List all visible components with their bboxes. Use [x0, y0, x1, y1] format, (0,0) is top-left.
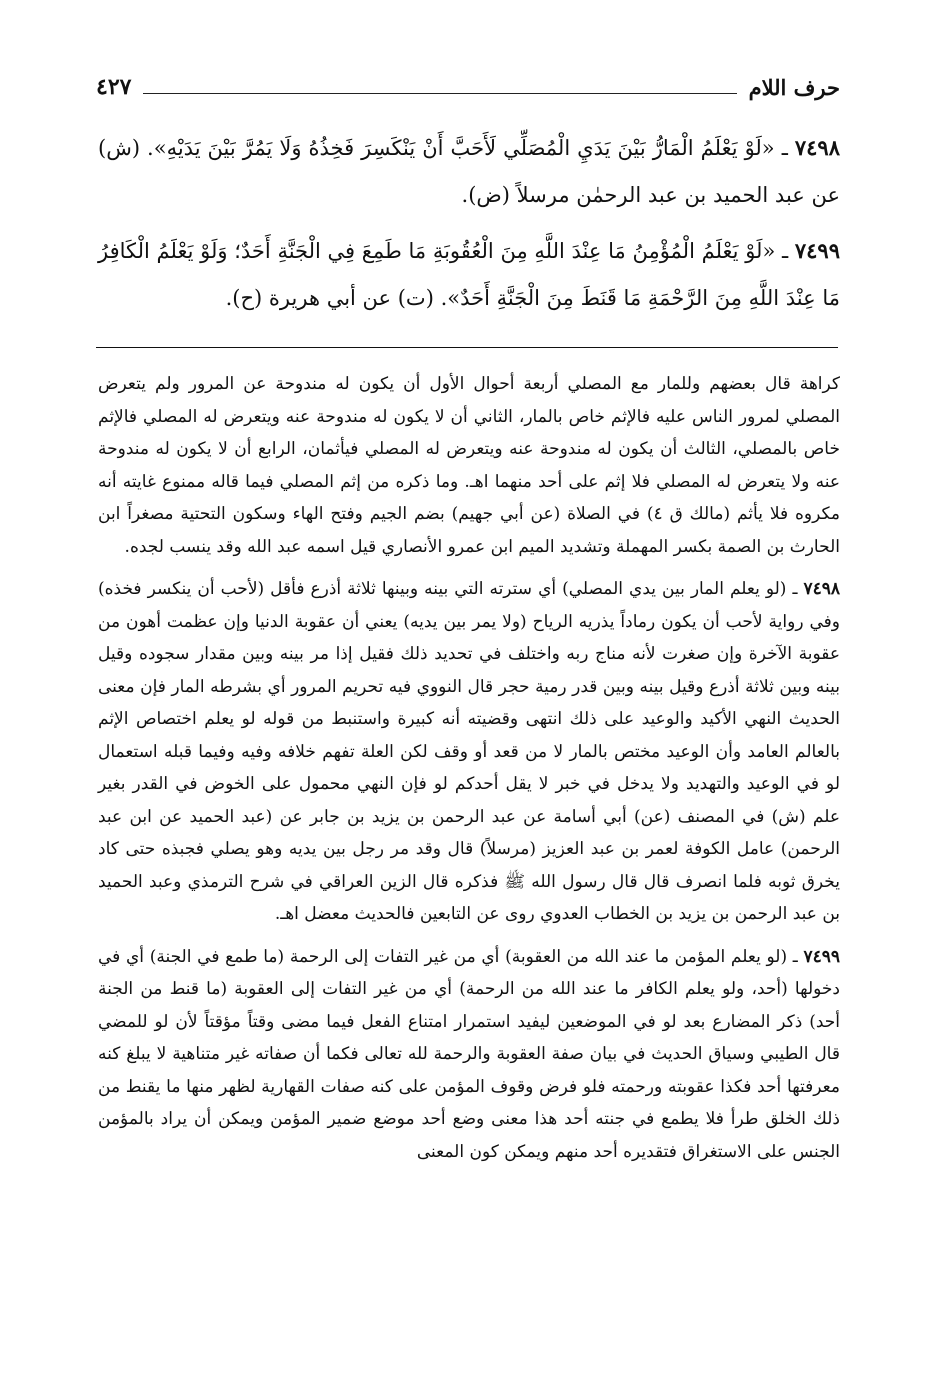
- hadith-7498: ٧٤٩٨ ـ «لَوْ يَعْلَمُ الْمَارُّ بَيْنَ يَدَيِ الْمُصَلِّي لَأَحَبَّ أَنْ يَنْكَسِرَ فَخِذُهُ وَلَا يَمُرَّ بَيْنَ يَدَيْهِ». (ش) عن عبد الحميد بن عبد الرحمٰن مرسلاً (ض).: [98, 135, 840, 207]
- commentary-block: [98, 368, 840, 1178]
- commentary-number: ٧٤٩٩: [803, 946, 840, 967]
- commentary-entry-7499: ٧٤٩٩ ـ (لو يعلم المؤمن ما عند الله من العقوبة) أي من غير التفات إلى الرحمة (ما طمع في الجنة) أي في دخولها (أحد، ولو يعلم الكافر ما عند الله من الرحمة) أي من غير التفات إلى العقوبة (ما قنط من الجنة أحد) ذكر المضارع بعد لو في الموضعين ليفيد استمرار امتناع الفعل فيما مضى وقتاً مؤقتاً لأن لو للمضي قال الطيبي وسياق الحديث في بيان صفة العقوبة والرحمة لله تعالى فكما أن صفاته غير متناهية لا يبلغ كنه معرفتها أحد فكذا عقوبته ورحمته فلو فرض وقوف المؤمن على كنه صفات القهارية لظهر منها ما يقنط من ذلك الخلق طرأ فلا يطمع في جنته أحد هذا معنى وضع أحد موضع ضمير المؤمن ويمكن أن يراد بالمؤمن الجنس على الاستغراق فتقديره أحد منهم ويمكن كون المعنى: [98, 946, 840, 1162]
- hadith-text: «لَوْ يَعْلَمُ الْمُؤْمِنُ مَا عِنْدَ اللَّهِ مِنَ الْعُقُوبَةِ مَا طَمِعَ فِي الْجَنَّةِ أَحَدٌ؛ وَلَوْ يَعْلَمُ الْكَافِرُ مَا عِنْدَ اللَّهِ مِنَ الرَّحْمَةِ مَا قَنَطَ مِنَ الْجَنَّةِ أَحَدٌ». (ت) عن أبي هريرة (ح).: [98, 239, 840, 310]
- page-header: [96, 70, 840, 104]
- commentary-number: ٧٤٩٨: [803, 579, 840, 599]
- footnote-divider: [96, 347, 838, 348]
- chapter-title: حرف اللام: [748, 74, 840, 100]
- commentary-text: (لو يعلم المار بين يدي المصلي) أي سترته التي بينه وبينها ثلاثة أذرع فأقل (لأحب أن ينكسر فخذه) وفي رواية لأحب أن يكون رماداً يذريه الرياح (ولا يمر بين يديه) يعني أن عقوبة الدنيا وإن عظمت أهون من عقوبة الآخرة وإن صغرت لأنه مناج ربه واختلف في تحديد ذلك فقيل إذا مر بينه وبين مقدار سجوده وقيل بينه وبين ثلاثة أذرع وقيل بينه وبين قدر رمية حجر قال النووي فيه تحريم المرور أي بشرطه المار فإن معنى الحديث النهي الأكيد والوعيد على ذلك انتهى وقضيته أنه كبيرة واستنبط من قوله لو يعلم اختصاص الإثم بالعالم العامد وأن الوعيد مختص بالمار لا من قعد أو وقف لكن العلة تفهم خلافه وفيه وفيما قبله استعمال لو في الوعيد والتهديد ولا يدخل في خبر لا يقل أحدكم لو فإن النهي محمول على الخوض في القدر بغير علم (ش) في المصنف (عن) أبي أسامة عن عبد الرحمن بن يزيد بن جابر عن (عبد الحميد عن ابن عبد الرحمن) عامل الكوفة لعمر بن عبد العزيز (مرسلاً) قال وقد مر رجل بين يديه وهو يصلي فجبذه حتى كاد يخرق ثوبه فلما انصرف قال قال رسول الله ﷺ فذكره قال الزين العراقي في شرح الترمذي وعبد الحميد بن عبد الرحمن بن يزيد بن الخطاب العدوي روى عن التابعين فالحديث معضل اهـ.: [98, 579, 840, 924]
- hadith-text: «لَوْ يَعْلَمُ الْمَارُّ بَيْنَ يَدَيِ الْمُصَلِّي لَأَحَبَّ أَنْ يَنْكَسِرَ فَخِذُهُ وَلَا يَمُرَّ بَيْنَ يَدَيْهِ». (ش) عن عبد الحميد بن عبد الرحمٰن مرسلاً (ض).: [98, 136, 840, 207]
- page-number: ٤٢٧: [96, 74, 132, 100]
- hadith-7499: ٧٤٩٩ ـ «لَوْ يَعْلَمُ الْمُؤْمِنُ مَا عِنْدَ اللَّهِ مِنَ الْعُقُوبَةِ مَا طَمِعَ فِي الْجَنَّةِ أَحَدٌ؛ وَلَوْ يَعْلَمُ الْكَافِرُ مَا عِنْدَ اللَّهِ مِنَ الرَّحْمَةِ مَا قَنَطَ مِنَ الْجَنَّةِ أَحَدٌ». (ت) عن أبي هريرة (ح).: [98, 238, 840, 310]
- commentary-intro: كراهة قال بعضهم وللمار مع المصلي أربعة أحوال الأول أن يكون له مندوحة عن المرور ولم يتعرض المصلي لمرور الناس عليه فالإثم خاص بالمار، الثاني أن لا يكون له مندوحة عنه ويتعرض له المصلي فالإثم خاص بالمصلي، الثالث أن يكون له مندوحة عنه ويتعرض له المصلي فيأثمان، الرابع أن لا يكون له مندوحة عنه ولا يتعرض له المصلي فلا إثم على أحد منهما اهـ. وما ذكره من إثم المصلي فيما قاله ممنوع غايته أنه مكروه فلا يأثم (مالك ق ٤) في الصلاة (عن أبي جهيم) بضم الجيم وفتح الهاء وسكون التحتية مصغراً ابن الحارث بن الصمة بكسر المهملة وتشديد الميم ابن عمرو الأنصاري قيل اسمه عبد الله وقد ينسب لجده.: [98, 374, 840, 557]
- commentary-entry-7498: ٧٤٩٨ ـ (لو يعلم المار بين يدي المصلي) أي سترته التي بينه وبينها ثلاثة أذرع فأقل (لأحب أن ينكسر فخذه) وفي رواية لأحب أن يكون رماداً يذريه الرياح (ولا يمر بين يديه) يعني أن عقوبة الدنيا وإن عظمت أهون من عقوبة الآخرة وإن صغرت لأنه مناج ربه واختلف في تحديد ذلك فقيل إذا مر بينه وبين مقدار سجوده وقيل بينه وبين ثلاثة أذرع وقيل بينه وبين قدر رمية حجر قال النووي فيه تحريم المرور أي بشرطه المار فإن معنى الحديث النهي الأكيد والوعيد على ذلك انتهى وقضيته أنه كبيرة واستنبط من قوله لو يعلم اختصاص الإثم بالعالم العامد وأن الوعيد مختص بالمار لا من قعد أو وقف لكن العلة تفهم خلافه وفيه وفيما قبله استعمال لو في الوعيد والتهديد ولا يدخل في خبر لا يقل أحدكم لو فإن النهي محمول على الخوض في القدر بغير علم (ش) في المصنف (عن) أبي أسامة عن عبد الرحمن بن يزيد بن جابر عن (عبد الحميد عن ابن عبد الرحمن) عامل الكوفة لعمر بن عبد العزيز (مرسلاً) قال وقد مر رجل بين يديه وهو يصلي فجبذه حتى كاد يخرق ثوبه فلما انصرف قال قال رسول الله ﷺ فذكره قال الزين العراقي في شرح الترمذي وعبد الحميد بن عبد الرحمن بن يزيد بن الخطاب العدوي روى عن التابعين فالحديث معضل اهـ.: [98, 579, 840, 924]
- header-rule: [143, 93, 736, 94]
- hadith-text-block: [98, 124, 840, 330]
- hadith-number: ٧٤٩٩: [794, 238, 840, 263]
- hadith-number: ٧٤٩٨: [794, 135, 840, 160]
- commentary-text: (لو يعلم المؤمن ما عند الله من العقوبة) أي من غير التفات إلى الرحمة (ما طمع في الجنة) أي في دخولها (أحد، ولو يعلم الكافر ما عند الله من الرحمة) أي من غير التفات إلى العقوبة (ما قنط من الجنة أحد) ذكر المضارع بعد لو في الموضعين ليفيد استمرار امتناع الفعل فيما مضى وقتاً مؤقتاً لأن لو للمضي قال الطيبي وسياق الحديث في بيان صفة العقوبة والرحمة لله تعالى فكما أن صفاته غير متناهية لا يبلغ كنه معرفتها أحد فكذا عقوبته ورحمته فلو فرض وقوف المؤمن على كنه صفات القهارية لظهر منها ما يقنط من ذلك الخلق طرأ فلا يطمع في جنته أحد هذا معنى وضع أحد موضع ضمير المؤمن ويمكن أن يراد بالمؤمن الجنس على الاستغراق فتقديره أحد منهم ويمكن كون المعنى: [98, 946, 840, 1162]
